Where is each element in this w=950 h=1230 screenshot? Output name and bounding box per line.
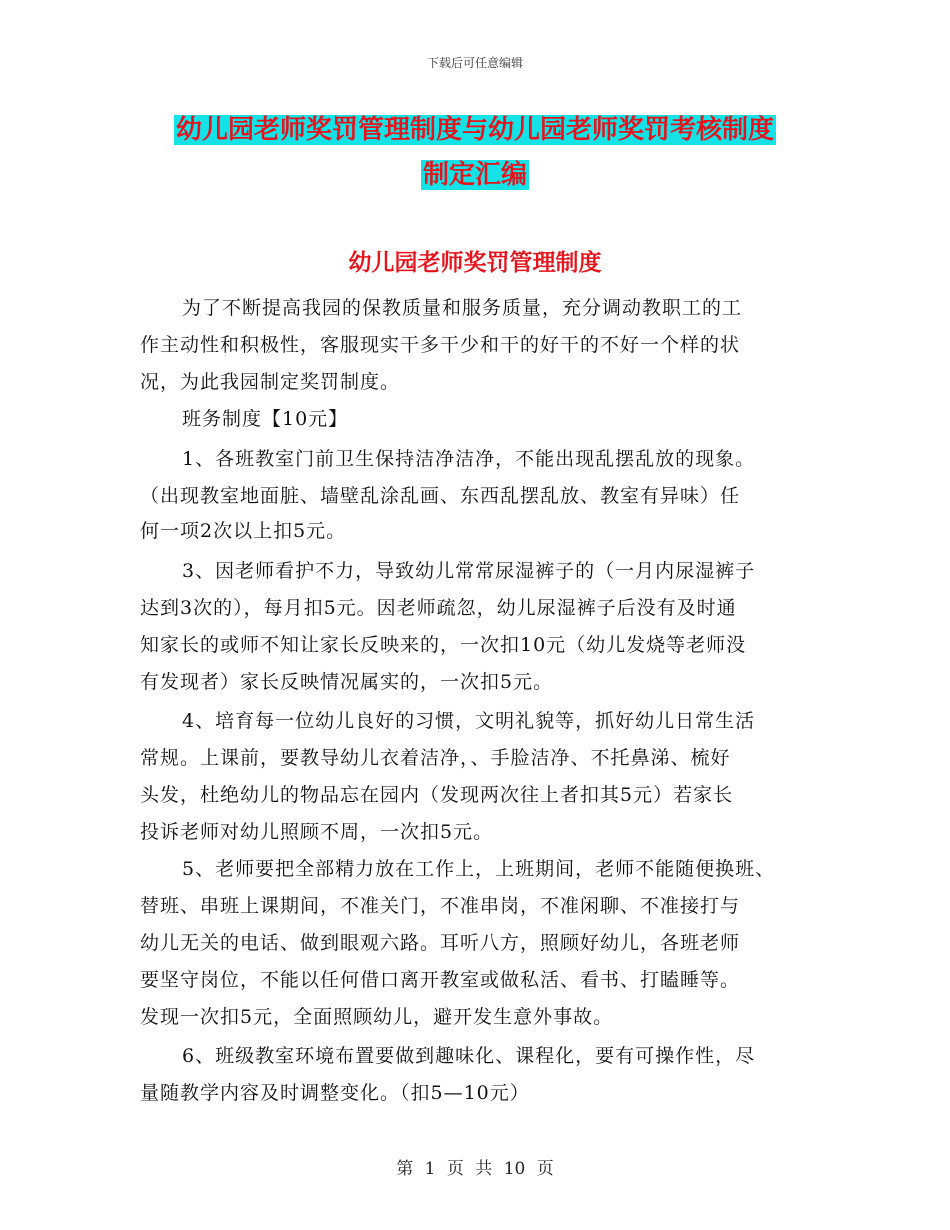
paragraph-line: 投诉老师对幼儿照顾不周，一次扣5元。 [140, 821, 494, 843]
paragraph-line: 班务制度【10元】 [182, 408, 349, 430]
paragraph-line: 作主动性和积极性，客服现实干多干少和干的好干的不好一个样的状 [140, 334, 741, 356]
paragraph-line: 知家长的或师不知让家长反映来的，一次扣10元（幼儿发烧等老师没 [140, 634, 747, 656]
document-title-line-1 [0, 111, 950, 149]
paragraph-line: （出现教室地面脏、墙壁乱涂乱画、东西乱摆乱放、教室有异味）任 [140, 485, 741, 507]
paragraph-line: 况，为此我园制定奖罚制度。 [140, 371, 401, 393]
paragraph-line: 头发，杜绝幼儿的物品忘在园内（发现两次往上者扣其5元）若家长 [140, 784, 734, 806]
paragraph-line: 替班、串班上课期间，不准关门，不准串岗，不准闲聊、不准接打与 [140, 895, 741, 917]
paragraph-line: 6、班级教室环境布置要做到趣味化、课程化，要有可操作性，尽 [182, 1045, 756, 1067]
paragraph-line: 发现一次扣5元，全面照顾幼儿，避开发生意外事故。 [140, 1006, 614, 1028]
paragraph-line: 3、因老师看护不力，导致幼儿常常尿湿裤子的（一月内尿湿裤子 [182, 560, 756, 582]
paragraph-line: 有发现者）家长反映情况属实的，一次扣5元。 [140, 671, 554, 693]
paragraph-line: 达到3次的），每月扣5元。因老师疏忽，幼儿尿湿裤子后没有及时通 [140, 597, 737, 619]
document-title-text-1: 幼儿园老师奖罚管理制度与幼儿园老师奖罚考核制度 [175, 115, 774, 145]
paragraph-line: 要坚守岗位，不能以任何借口离开教室或做私活、看书、打瞌睡等。 [140, 969, 741, 991]
paragraph-line: 何一项2次以上扣5元。 [140, 520, 347, 542]
page-number-footer: 第 1 页 共 10 页 [396, 1159, 554, 1179]
paragraph-line: 1、各班教室门前卫生保持洁净洁净，不能出现乱摆乱放的现象。 [182, 448, 756, 470]
paragraph-line: 5、老师要把全部精力放在工作上，上班期间，老师不能随便换班、 [182, 858, 776, 880]
paragraph-line: 量随教学内容及时调整变化。（扣5—10元） [140, 1082, 530, 1104]
header-note: 下载后可任意编辑 [426, 56, 523, 70]
paragraph-line: 为了不断提高我园的保教质量和服务质量，充分调动教职工的工 [182, 297, 743, 319]
paragraph-line: 4、培育每一位幼儿良好的习惯，文明礼貌等，抓好幼儿日常生活 [182, 710, 756, 732]
paragraph-line: 常规。上课前，要教导幼儿衣着洁净，、手脸洁净、不托鼻涕、梳好 [140, 747, 731, 769]
paragraph-line: 幼儿无关的电话、做到眼观六路。耳听八方，照顾好幼儿，各班老师 [140, 932, 741, 954]
document-title-text-2: 制定汇编 [422, 160, 527, 190]
section-title: 幼儿园老师奖罚管理制度 [348, 250, 602, 276]
document-title-line-2 [0, 156, 950, 194]
